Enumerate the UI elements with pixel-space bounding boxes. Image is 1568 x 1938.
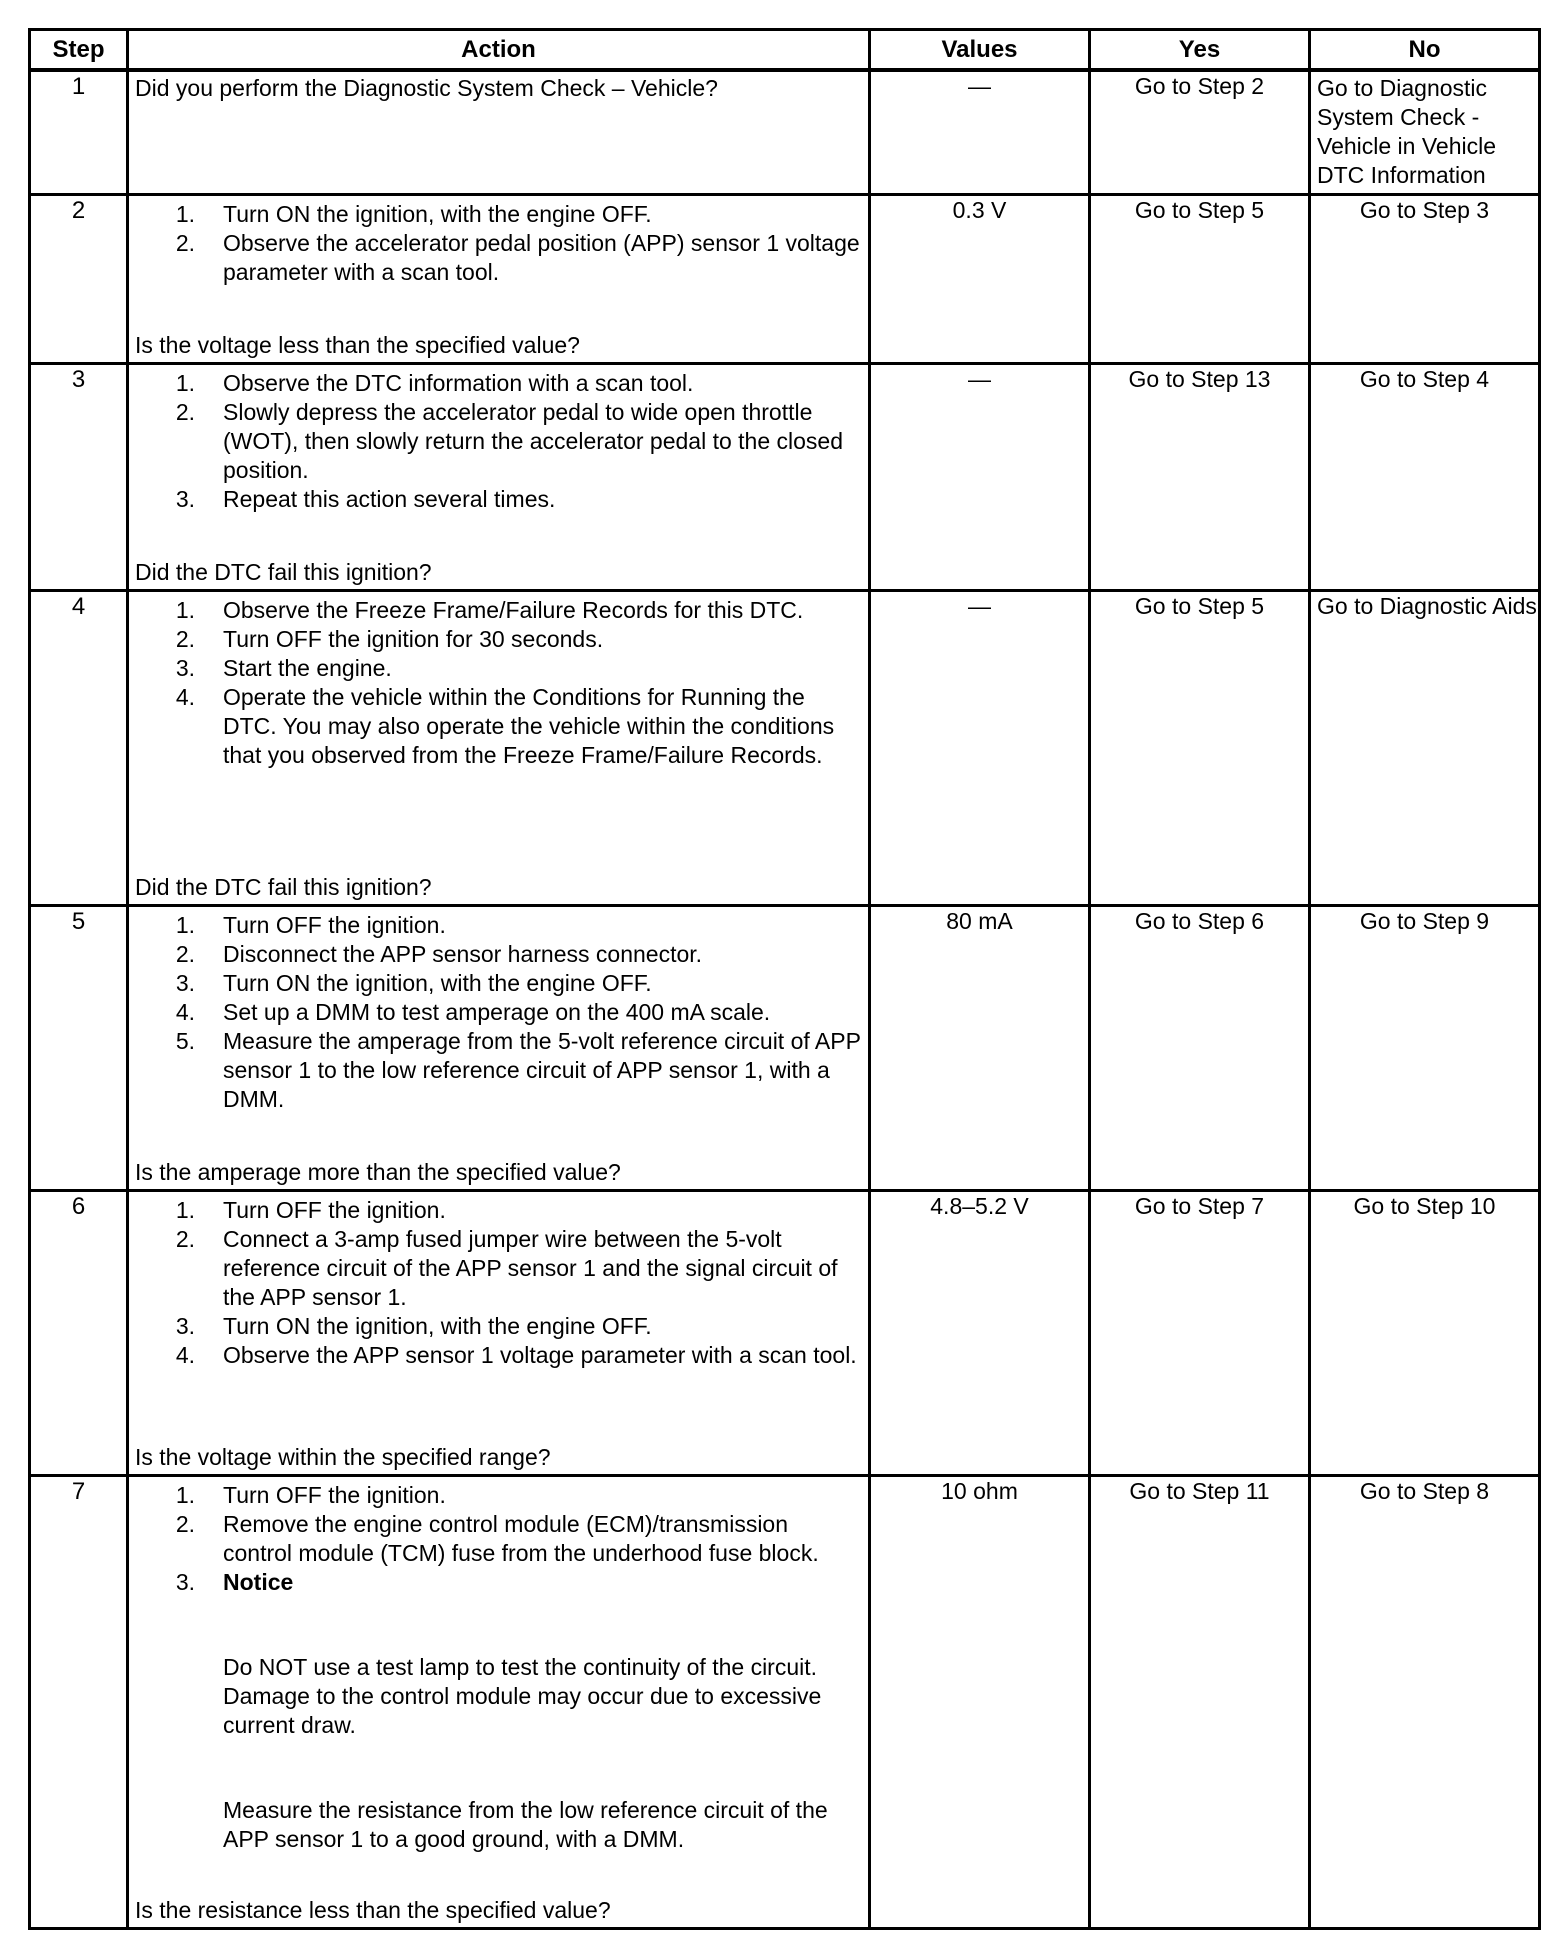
action-steps xyxy=(135,911,862,1114)
no-link[interactable]: Go to Step 4 xyxy=(1310,363,1540,590)
table-row xyxy=(30,363,1540,590)
list-item: 1. Observe the Freeze Frame/Failure Records for this DTC. xyxy=(175,596,804,623)
value-cell: 10 ohm xyxy=(870,1475,1090,1928)
action-question: Did you perform the Diagnostic System Check – Vehicle? xyxy=(135,75,718,101)
list-item: 2. Turn OFF the ignition for 30 seconds. xyxy=(175,625,604,652)
step-number: 6 xyxy=(30,1190,128,1475)
yes-link[interactable]: Go to Step 7 xyxy=(1090,1190,1310,1475)
list-item: 2. Slowly depress the accelerator pedal to wide open throttle (WOT), then slowly return the accelerator pedal to the closed position. xyxy=(175,398,844,483)
list-item: 1. Turn ON the ignition, with the engine OFF. xyxy=(175,200,652,227)
action-steps xyxy=(135,596,862,770)
value-cell: 0.3 V xyxy=(870,194,1090,363)
action-question: Is the resistance less than the specified value? xyxy=(135,1896,611,1923)
action-steps xyxy=(135,200,862,287)
action-question: Is the amperage more than the specified value? xyxy=(135,1158,621,1185)
list-item: 4. Set up a DMM to test amperage on the 400 mA scale. xyxy=(175,998,771,1025)
yes-link[interactable]: Go to Step 13 xyxy=(1090,363,1310,590)
step-number: 1 xyxy=(30,70,128,194)
table-row xyxy=(30,1475,1540,1928)
table-row xyxy=(30,905,1540,1190)
value-cell: — xyxy=(870,590,1090,905)
value-cell: — xyxy=(870,363,1090,590)
list-item: 1. Turn OFF the ignition. xyxy=(175,911,446,938)
list-item: 2. Connect a 3-amp fused jumper wire between the 5-volt reference circuit of the APP sensor 1 and the signal circuit of the APP sensor 1. xyxy=(175,1225,838,1310)
no-link[interactable]: Go to Step 3 xyxy=(1310,194,1540,363)
header-no: No xyxy=(1310,30,1540,71)
table-row xyxy=(30,70,1540,194)
header-yes: Yes xyxy=(1090,30,1310,71)
list-item: 1. Turn OFF the ignition. xyxy=(175,1481,446,1508)
step-number: 2 xyxy=(30,194,128,363)
yes-link[interactable]: Go to Step 6 xyxy=(1090,905,1310,1190)
notice-text: Do NOT use a test lamp to test the continuity of the circuit. Damage to the control module may occur due to excessive current draw. xyxy=(223,1653,822,1738)
header-step: Step xyxy=(30,30,128,71)
action-cell xyxy=(128,1190,870,1475)
list-item: 2. Remove the engine control module (ECM)/transmission control module (TCM) fuse from the underhood fuse block. xyxy=(175,1510,819,1566)
action-steps xyxy=(135,369,862,514)
action-cell xyxy=(128,70,870,194)
value-cell: 80 mA xyxy=(870,905,1090,1190)
list-item: 3. Notice xyxy=(135,1568,862,1597)
table-row xyxy=(30,194,1540,363)
yes-link[interactable]: Go to Step 5 xyxy=(1090,194,1310,363)
diagnostic-table xyxy=(28,28,1541,1930)
action-cell xyxy=(128,905,870,1190)
step-number: 7 xyxy=(30,1475,128,1928)
list-item: 3. Turn ON the ignition, with the engine OFF. xyxy=(175,969,652,996)
step-number: 4 xyxy=(30,590,128,905)
notice-heading: Notice xyxy=(223,1568,294,1595)
no-link[interactable]: Go to Diagnostic System Check - Vehicle in Vehicle DTC Information xyxy=(1310,70,1540,194)
diagnostic-page xyxy=(28,28,1538,1930)
list-item: 1. Observe the DTC information with a scan tool. xyxy=(175,369,694,396)
action-question: Did the DTC fail this ignition? xyxy=(135,873,432,900)
no-link[interactable]: Go to Step 8 xyxy=(1310,1475,1540,1928)
list-item: 3. Start the engine. xyxy=(175,654,392,681)
list-item: 4. Observe the APP sensor 1 voltage parameter with a scan tool. xyxy=(175,1341,857,1368)
value-cell: 4.8–5.2 V xyxy=(870,1190,1090,1475)
table-row xyxy=(30,1190,1540,1475)
table-header-row xyxy=(30,30,1540,71)
action-steps xyxy=(135,1481,862,1597)
action-cell xyxy=(128,194,870,363)
yes-link[interactable]: Go to Step 5 xyxy=(1090,590,1310,905)
list-item: 3. Turn ON the ignition, with the engine OFF. xyxy=(175,1312,652,1339)
list-item: 1. Turn OFF the ignition. xyxy=(175,1196,446,1223)
action-cell xyxy=(128,1475,870,1928)
action-steps xyxy=(135,1196,862,1370)
action-question: Is the voltage less than the specified value? xyxy=(135,331,580,358)
step-number: 5 xyxy=(30,905,128,1190)
list-item: 3. Repeat this action several times. xyxy=(175,485,556,512)
header-action: Action xyxy=(128,30,870,71)
step-number: 3 xyxy=(30,363,128,590)
action-cell xyxy=(128,363,870,590)
table-row xyxy=(30,590,1540,905)
yes-link[interactable]: Go to Step 2 xyxy=(1090,70,1310,194)
list-item: 2. Observe the accelerator pedal position (APP) sensor 1 voltage parameter with a scan tool. xyxy=(175,229,860,285)
action-question: Is the voltage within the specified range? xyxy=(135,1443,551,1470)
value-cell: — xyxy=(870,70,1090,194)
action-cell xyxy=(128,590,870,905)
yes-link[interactable]: Go to Step 11 xyxy=(1090,1475,1310,1928)
no-link[interactable]: Go to Step 9 xyxy=(1310,905,1540,1190)
list-item: 2. Disconnect the APP sensor harness connector. xyxy=(175,940,703,967)
header-values: Values xyxy=(870,30,1090,71)
no-link[interactable]: Go to Diagnostic Aids xyxy=(1310,590,1540,905)
action-question: Did the DTC fail this ignition? xyxy=(135,558,432,585)
measure-text: Measure the resistance from the low reference circuit of the APP sensor 1 to a good ground, with a DMM. xyxy=(223,1796,828,1852)
no-link[interactable]: Go to Step 10 xyxy=(1310,1190,1540,1475)
list-item: 4. Operate the vehicle within the Conditions for Running the DTC. You may also operate the vehicle within the conditions that you observed from the Freeze Frame/Failure Records. xyxy=(175,683,835,768)
list-item: 5. Measure the amperage from the 5-volt reference circuit of APP sensor 1 to the low reference circuit of APP sensor 1, with a DMM. xyxy=(175,1027,861,1112)
